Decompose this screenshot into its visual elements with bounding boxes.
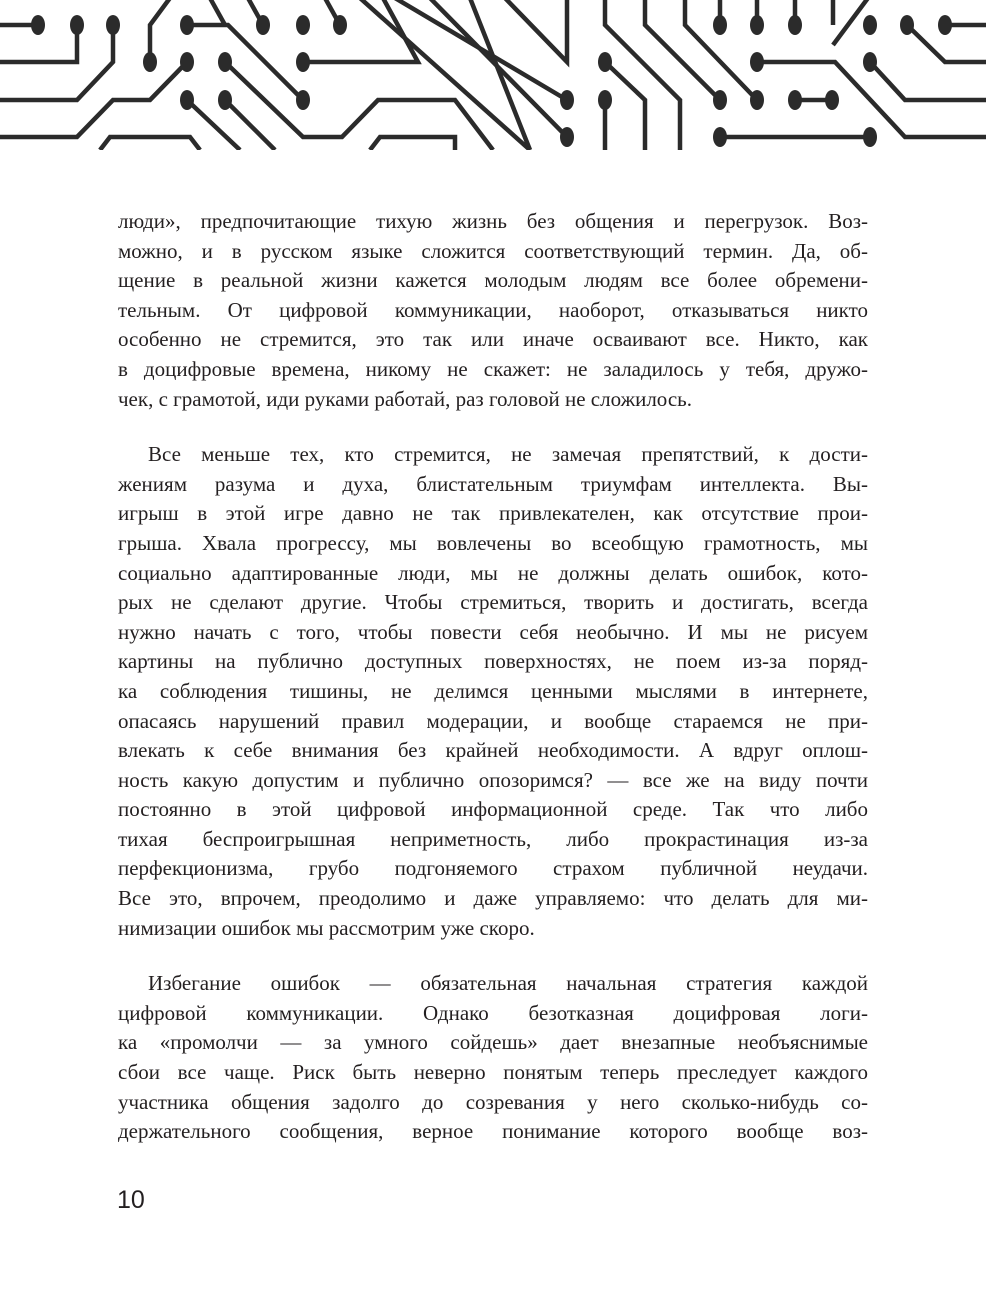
text-line: рых не сделают другие. Чтобы стремиться, творить и достигать, всегда (118, 590, 868, 615)
text-line: перфекционизма, грубо подгоняемого страхом публичной неудачи. (118, 856, 868, 881)
page-number: 10 (117, 1186, 145, 1214)
circuit-board-decoration (0, 0, 986, 150)
text-line: ка «промолчи — за умного сойдешь» дает внезапные необъяснимые (118, 1030, 868, 1055)
text-line: Все меньше тех, кто стремится, не замечая препятствий, к дости- (148, 442, 868, 467)
text-line: в доцифровые времена, никому не скажет: не заладилось у тебя, дружо- (118, 356, 868, 381)
text-line: игрыш в этой игре давно не так привлекателен, как отсутствие прои- (118, 501, 868, 526)
text-line: нимизации ошибок мы рассмотрим уже скоро. (118, 915, 535, 940)
text-line: чек, с грамотой, иди руками работай, раз головой не сложилось. (118, 386, 692, 411)
text-line: можно, и в русском языке сложится соответствующий термин. Да, об- (118, 238, 868, 263)
text-line: тихая беспроигрышная неприметность, либо прокрастинация из-за (118, 826, 868, 851)
text-line: нужно начать с того, чтобы повести себя необычно. И мы не рисуем (118, 619, 868, 644)
text-line: держательного сообщения, верное понимание которого вообще воз- (118, 1119, 868, 1144)
text-line: участника общения задолго до созревания у него сколько-нибудь со- (118, 1089, 868, 1114)
text-line: опасаясь нарушений правил модерации, и вообще стараемся не при- (118, 708, 868, 733)
paragraph (118, 440, 868, 943)
text-line: постоянно в этой цифровой информационной среде. Так что либо (118, 797, 868, 822)
paragraph (118, 207, 868, 414)
text-line: цифровой коммуникации. Однако безотказная доцифровая логи- (118, 1000, 868, 1025)
text-line: ность какую допустим и публично опозоримся? — все же на виду почти (118, 767, 868, 792)
paragraph (118, 969, 868, 1147)
text-line: картины на публично доступных поверхностях, не поем из-за поряд- (118, 649, 868, 674)
text-line: особенно не стремится, это так или иначе осваивают все. Никто, как (118, 327, 868, 352)
text-line: Избегание ошибок — обязательная начальная стратегия каждой (148, 971, 868, 996)
body-text (118, 207, 868, 1147)
text-line: жениям разума и духа, блистательным триумфам интеллекта. Вы- (118, 471, 868, 496)
text-line: Все это, впрочем, преодолимо и даже управляемо: что делать для ми- (118, 886, 868, 911)
text-line: ка соблюдения тишины, не делимся ценными мыслями в интернете, (118, 678, 868, 703)
text-line: сбои все чаще. Риск быть неверно понятым теперь преследует каждого (118, 1060, 868, 1085)
text-line: грыша. Хвала прогрессу, мы вовлечены во всеобщую грамотность, мы (118, 530, 868, 555)
text-line: люди», предпочитающие тихую жизнь без общения и перегрузок. Воз- (118, 209, 868, 233)
text-line: тельным. От цифровой коммуникации, наоборот, отказываться никто (118, 297, 868, 322)
text-line: социально адаптированные люди, мы не должны делать ошибок, кото- (118, 560, 868, 585)
text-line: влекать к себе внимания без крайней необходимости. А вдруг оплош- (118, 738, 868, 763)
text-line: щение в реальной жизни кажется молодым людям все более обремени- (118, 268, 868, 293)
